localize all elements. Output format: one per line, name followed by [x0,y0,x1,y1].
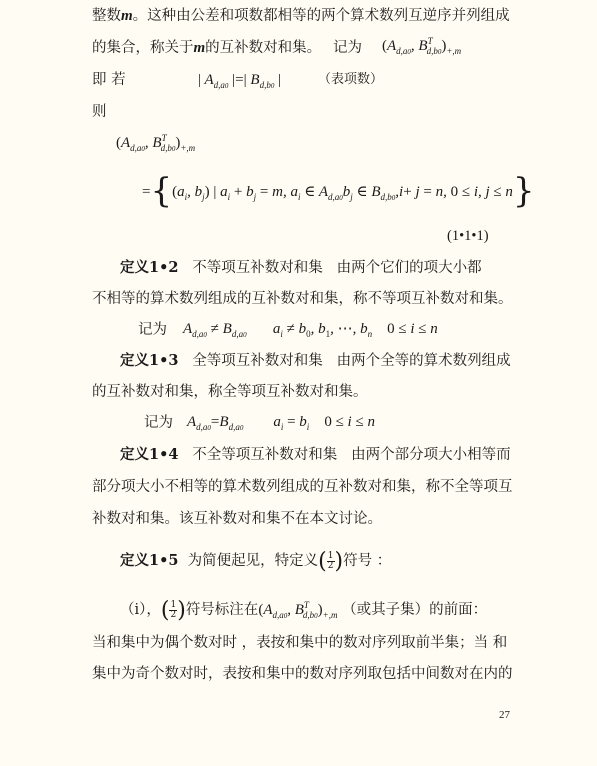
definition-1-2-line-1 [120,258,482,278]
formula-pair-set-lhs: ($A_{d,a0}$, $B^T_{d,b0})_{+,m}$ [116,133,196,153]
definition-title: 不全等项互补数对和集 [192,447,338,463]
definition-1-3-line-2: 的互补数对和集，称全等项互补数对和集。 [92,384,368,400]
definition-1-5-line-1: 定义1•5 为简便起见，特定义( $\frac{1}{2}$ )符号 ： [120,549,392,574]
definition-text: 为简便起见，特定义 [187,553,319,569]
note-table-count: （表项数） [318,72,384,87]
item-i-line-1: （ⅰ），( $\frac{1}{2}$ )符号标注在($A_{d,a0}$, $B^T_{d,b0})_{+,m}$ （或其子集）的前面： [120,598,488,623]
definition-label: 定义1•4 [120,446,179,463]
item-marker: （ⅰ）， [120,602,161,618]
half-fraction: $\frac{1}{2}$ [327,550,334,571]
definition-text: 符号 ： [343,553,392,569]
definition-text: 由两个部分项大小相等而 [351,447,511,463]
definition-1-4-line-2: 部分项大小不相等的算术数列组成的互补数对和集，称不全等项互 [92,479,513,495]
formula-def-1-2: $A_{d,a0} \ne B_{d,a0}$ $a_i \ne b_0$, $b_1$, ⋯, $b_n$ 0 ≤ i ≤ n [183,321,438,339]
paragraph-line-end-2: 集中为奇个数对时，表按和集中的数对序列取包括中间数对在内的 [92,666,513,682]
definition-text: 由两个全等的算术数列组成 [336,353,511,369]
definition-text: 由两个它们的项大小都 [336,260,482,276]
label-ji-wei: 记为 [138,322,167,338]
definition-1-3-line-1 [120,351,511,371]
half-fraction: $\frac{1}{2}$ [170,599,177,620]
paragraph-line-end-1: 当和集中为偶个数对时 ，表按和集中的数对序列取前半集；当 和 [92,635,508,651]
item-text: 符号标注在 [185,602,259,618]
definition-label: 定义1•5 [120,552,179,569]
formula-pair-set-inline: ($A_{d,a0}$, $B^T_{d,b0})_{+,m}$ [258,600,338,620]
variable-m: m [121,8,133,24]
page-number: 27 [499,709,510,721]
equation-number: (1•1•1) [447,228,489,244]
definition-title: 不等项互补数对和集 [192,260,323,276]
formula-abs-equal: | $A_{d,a0}$ |=| $B_{d,b0}$ | [198,72,282,90]
definition-1-4-line-1 [120,445,511,465]
text-segment: 整数 [92,8,121,24]
item-text: （或其子集）的前面： [342,602,488,618]
definition-label: 定义1•3 [120,352,179,369]
label-ji-wei: 记为 [333,40,362,56]
definition-1-4-line-3: 补数对和集。该互补数对和集不在本文讨论。 [92,511,382,527]
label-ji-wei: 记为 [144,415,173,431]
definition-label: 定义1•2 [120,259,179,276]
text-segment: 。这种由公差和项数都相等的两个算术数列互逆序并列组成 [132,8,510,24]
text-segment: 的互补数对和集。 [205,40,322,56]
text-segment: 的集合，称关于 [92,40,194,56]
formula-set-definition: $=\{(a_i$, $b_j$) | $a_i + b_j = m$, $a_i$ ∈ $A_{d,a0}b_j$ ∈ $B_{d,b0},i+ j = n$, 0 ≤ i, j ≤ n} [142,171,535,211]
variable-m: m [193,40,206,56]
paragraph-line-2 [92,38,321,58]
definition-1-2-line-2: 不相等的算术数列组成的互补数对和集，称不等项互补数对和集。 [92,291,513,307]
paragraph-line-1 [92,6,510,26]
paragraph-line-3: 即 若 [92,72,126,88]
paragraph-line-4: 则 [92,104,107,120]
definition-title: 全等项互补数对和集 [192,353,323,369]
formula-pair-set: ($A_{d,a0}$, $B^T_{d,b0})_{+,m}$ [382,36,462,56]
formula-def-1-3: $A_{d,a0}=B_{d,a0}$ $a_i = b_i$ 0 ≤ i ≤ n [187,414,375,432]
